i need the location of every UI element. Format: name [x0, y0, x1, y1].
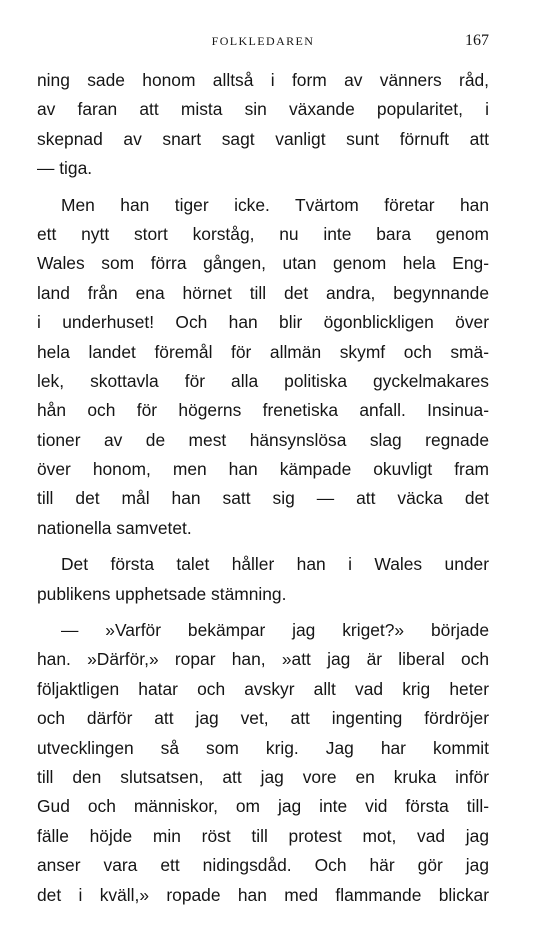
paragraph-gap [37, 609, 489, 616]
running-title: FOLKLEDAREN [211, 34, 315, 48]
text-line: följaktligen hatar och avskyr allt vad krig heter [37, 678, 489, 699]
text-line: Wales som förra gången, utan genom hela Eng- [37, 253, 489, 274]
text-line: utvecklingen så som krig. Jag har kommit [37, 737, 489, 758]
text-line: över honom, men han kämpade okuvligt fram [37, 459, 489, 480]
text-line: — »Varför bekämpar jag kriget?» började [61, 620, 489, 641]
text-line: hån och för högerns frenetiska anfall. Insinua- [37, 400, 489, 421]
text-line: publikens upphetsade stämning. [37, 583, 287, 604]
paragraph [37, 550, 489, 609]
paragraph [37, 66, 489, 184]
text-line: ning sade honom alltså i form av vänners råd, [37, 70, 489, 90]
body-text [37, 66, 489, 910]
text-line: till det mål han satt sig — att väcka det [37, 488, 489, 509]
text-line: ett nytt stort korståg, nu inte bara genom [37, 223, 489, 244]
paragraph [37, 191, 489, 544]
text-line: Det första talet håller han i Wales under [61, 554, 489, 575]
text-line: Men han tiger icke. Tvärtom företar han [61, 194, 489, 215]
text-line: lek, skottavla för alla politiska gyckelmakares [37, 370, 489, 391]
paragraph-gap [37, 543, 489, 550]
text-line: nationella samvetet. [37, 517, 192, 538]
text-line: han. »Därför,» ropar han, »att jag är liberal och [37, 649, 489, 670]
text-line: skepnad av snart sagt vanligt sunt förnuft att [37, 128, 489, 149]
text-line: Gud och människor, om jag inte vid första till- [37, 796, 489, 817]
text-line: fälle höjde min röst till protest mot, vad jag [37, 825, 489, 846]
text-line: det i kväll,» ropade han med flammande blickar [37, 884, 489, 905]
paragraph [37, 616, 489, 910]
text-line: land från ena hörnet till det andra, begynnande [37, 282, 489, 303]
paragraph-gap [37, 184, 489, 191]
text-line: hela landet föremål för allmän skymf och smä- [37, 341, 489, 362]
page-number: 167 [465, 32, 489, 49]
text-line: och därför att jag vet, att ingenting fördröjer [37, 708, 489, 729]
text-line: av faran att mista sin växande popularitet, i [37, 99, 489, 120]
text-line: i underhuset! Och han blir ögonblickligen över [37, 312, 489, 333]
text-line: till den slutsatsen, att jag vore en kruka inför [37, 766, 489, 787]
text-line: tioner av de mest hänsynslösa slag regnade [37, 429, 489, 450]
running-head [37, 34, 489, 52]
text-line: anser vara ett nidingsdåd. Och här gör jag [37, 855, 489, 876]
text-line: — tiga. [37, 158, 93, 179]
